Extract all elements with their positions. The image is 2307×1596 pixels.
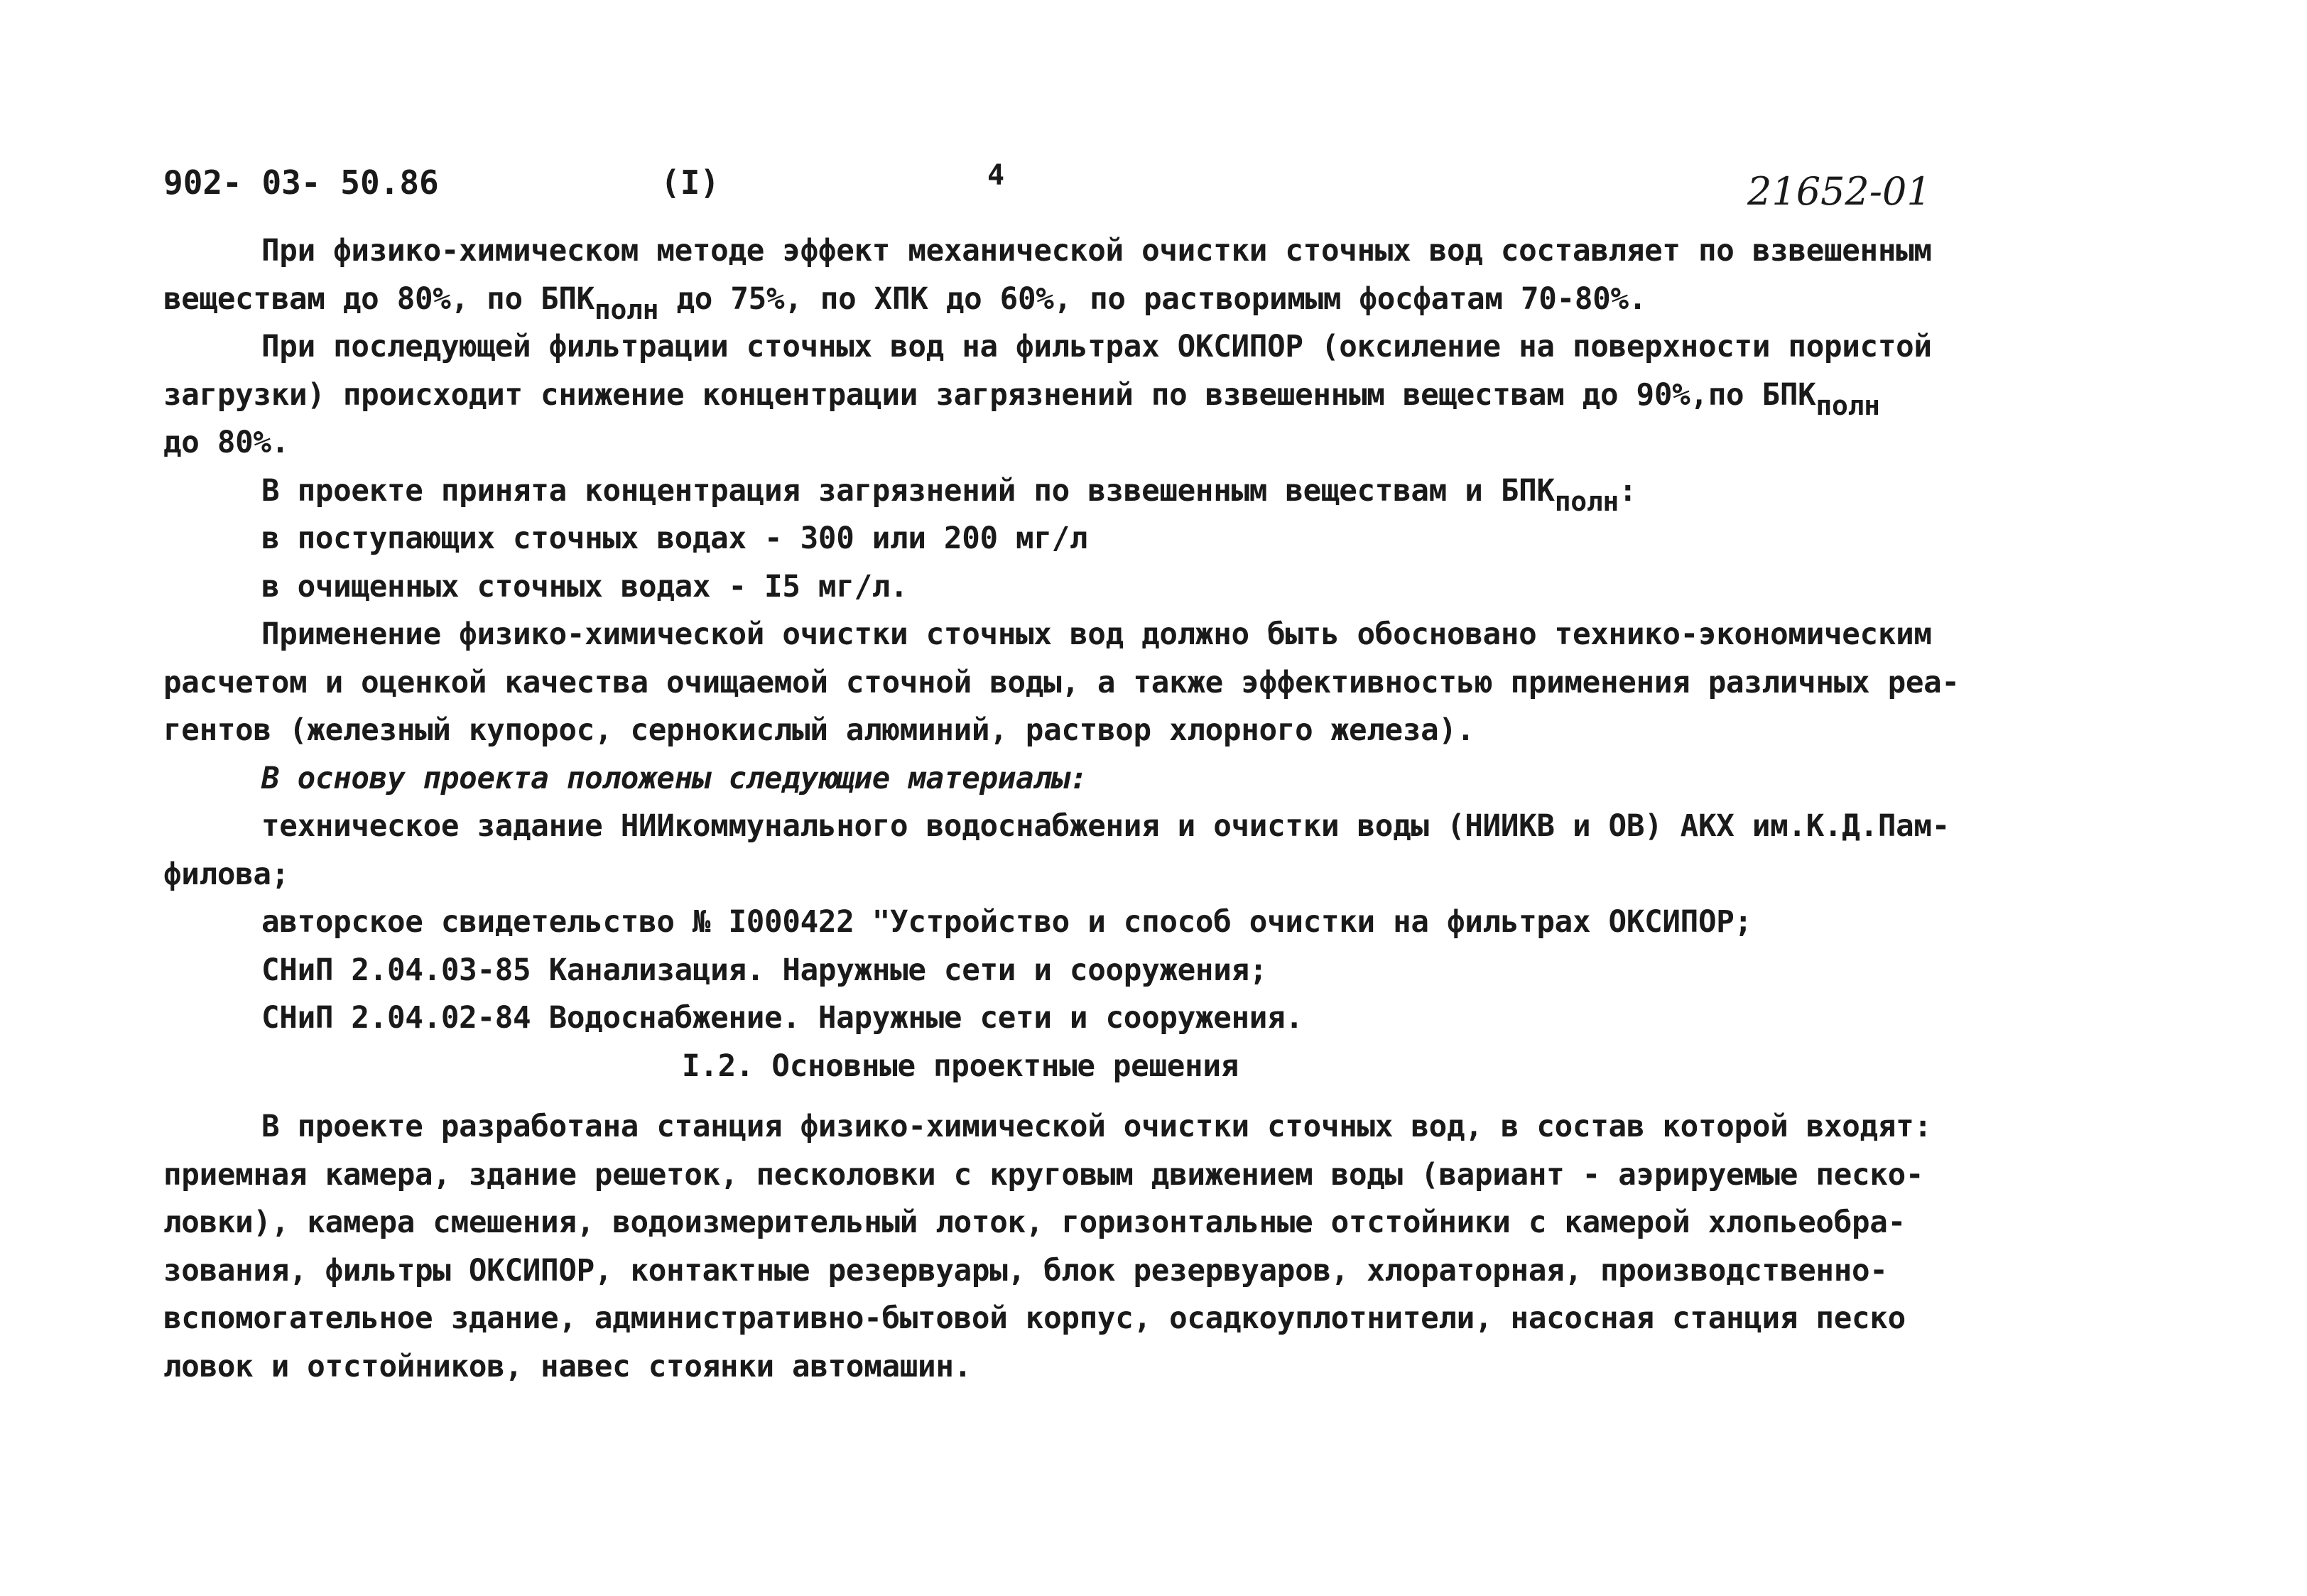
text-line [163,947,2067,995]
text-run: ловки), камера смешения, водоизмерительный лоток, горизонтальные отстойники с камерой хлопьеобра- [163,1205,1906,1240]
text-run: В проекте разработана станция физико-химической очистки сточных вод, в состав которой входят: [261,1109,1932,1144]
text-run: В основу проекта положены следующие материалы: [261,761,1088,796]
text-run: техническое задание НИИкоммунального водоснабжения и очистки воды (НИИКВ и ОВ) АКХ им.К.Д.Пам- [261,809,1950,844]
text-line [163,515,2067,563]
text-line [163,899,2067,947]
text-line [163,467,2067,516]
text-line [163,1295,2067,1343]
text-run: В проекте принята концентрация загрязнений по взвешенным веществам и БПК [261,473,1555,509]
text-line [163,755,2067,803]
text-run: При последующей фильтрации сточных вод на фильтрах ОКСИПОР (оксиление на поверхности пористой [261,330,1932,364]
document-code: 902- 03- 50.86 [163,163,439,202]
text-run: СНиП 2.04.03-85 Канализация. Наружные сети и сооружения; [261,952,1268,988]
text-run: гентов (железный купорос, сернокислый алюминий, раствор хлорного железа). [163,713,1475,748]
subscript: полн [1815,389,1880,421]
text-line [163,276,2067,324]
text-line [163,1343,2067,1391]
spacer [163,1090,2067,1103]
text-line [163,419,2067,467]
text-run: СНиП 2.04.02-84 Водоснабжение. Наружные сети и сооружения. [261,1001,1303,1036]
text-run: : [1619,473,1637,509]
text-run: расчетом и оценкой качества очищаемой сточной воды, а также эффективностью применения различных реа- [163,665,1960,700]
section-paragraph-block [163,1103,2067,1391]
text-run: до 80%. [163,425,290,460]
text-line [163,851,2067,899]
text-line [163,1103,2067,1151]
subscript: полн [1554,485,1619,517]
page-mark: 4 [987,159,1005,192]
page-header [163,159,1982,214]
text-line [163,227,2067,276]
text-line [163,323,2067,371]
text-run: филова; [163,857,290,892]
text-line [163,659,2067,707]
text-line [163,611,2067,659]
section-title: I.2. Основные проектные решения [682,1048,1239,1084]
text-run: в очищенных сточных водах - I5 мг/л. [261,569,908,604]
sheet-number: (I) [661,163,720,202]
document-body [163,227,2067,1391]
text-run: зования, фильтры ОКСИПОР, контактные резервуары, блок резервуаров, хлораторная, производственно- [163,1253,1888,1288]
text-line [163,371,2067,420]
paragraph-block [163,227,2067,1043]
text-run: приемная камера, здание решеток, песколовки с круговым движением воды (вариант - аэрируемые песко- [163,1157,1924,1193]
text-run: вспомогательное здание, административно-бытовой корпус, осадкоуплотнители, насосная станция песко [163,1301,1906,1336]
text-run: авторское свидетельство № I000422 "Устройство и способ очистки на фильтрах ОКСИПОР; [261,905,1752,940]
text-line [163,1151,2067,1200]
text-run: При физико-химическом методе эффект механической очистки сточных вод составляет по взвешенным [261,234,1932,268]
text-line [163,1199,2067,1247]
text-line [163,1247,2067,1296]
text-run: загрузки) происходит снижение концентрации загрязнений по взвешенным веществам до 90%,по БПК [163,377,1816,413]
text-run: ловок и отстойников, навес стоянки автомашин. [163,1349,972,1384]
handwritten-number: 21652-01 [1747,169,1931,214]
text-line [163,563,2067,612]
text-run: веществам до 80%, по БПК [163,281,595,317]
text-line [163,994,2067,1043]
text-run: до 75%, по ХПК до 60%, по растворимым фосфатам 70-80%. [658,281,1647,317]
subscript: полн [594,293,659,325]
text-run: в поступающих сточных водах - 300 или 200 мг/л [261,521,1088,556]
text-run: Применение физико-химической очистки сточных вод должно быть обосновано технико-экономическим [261,617,1932,652]
text-line [163,803,2067,851]
text-line [163,707,2067,755]
